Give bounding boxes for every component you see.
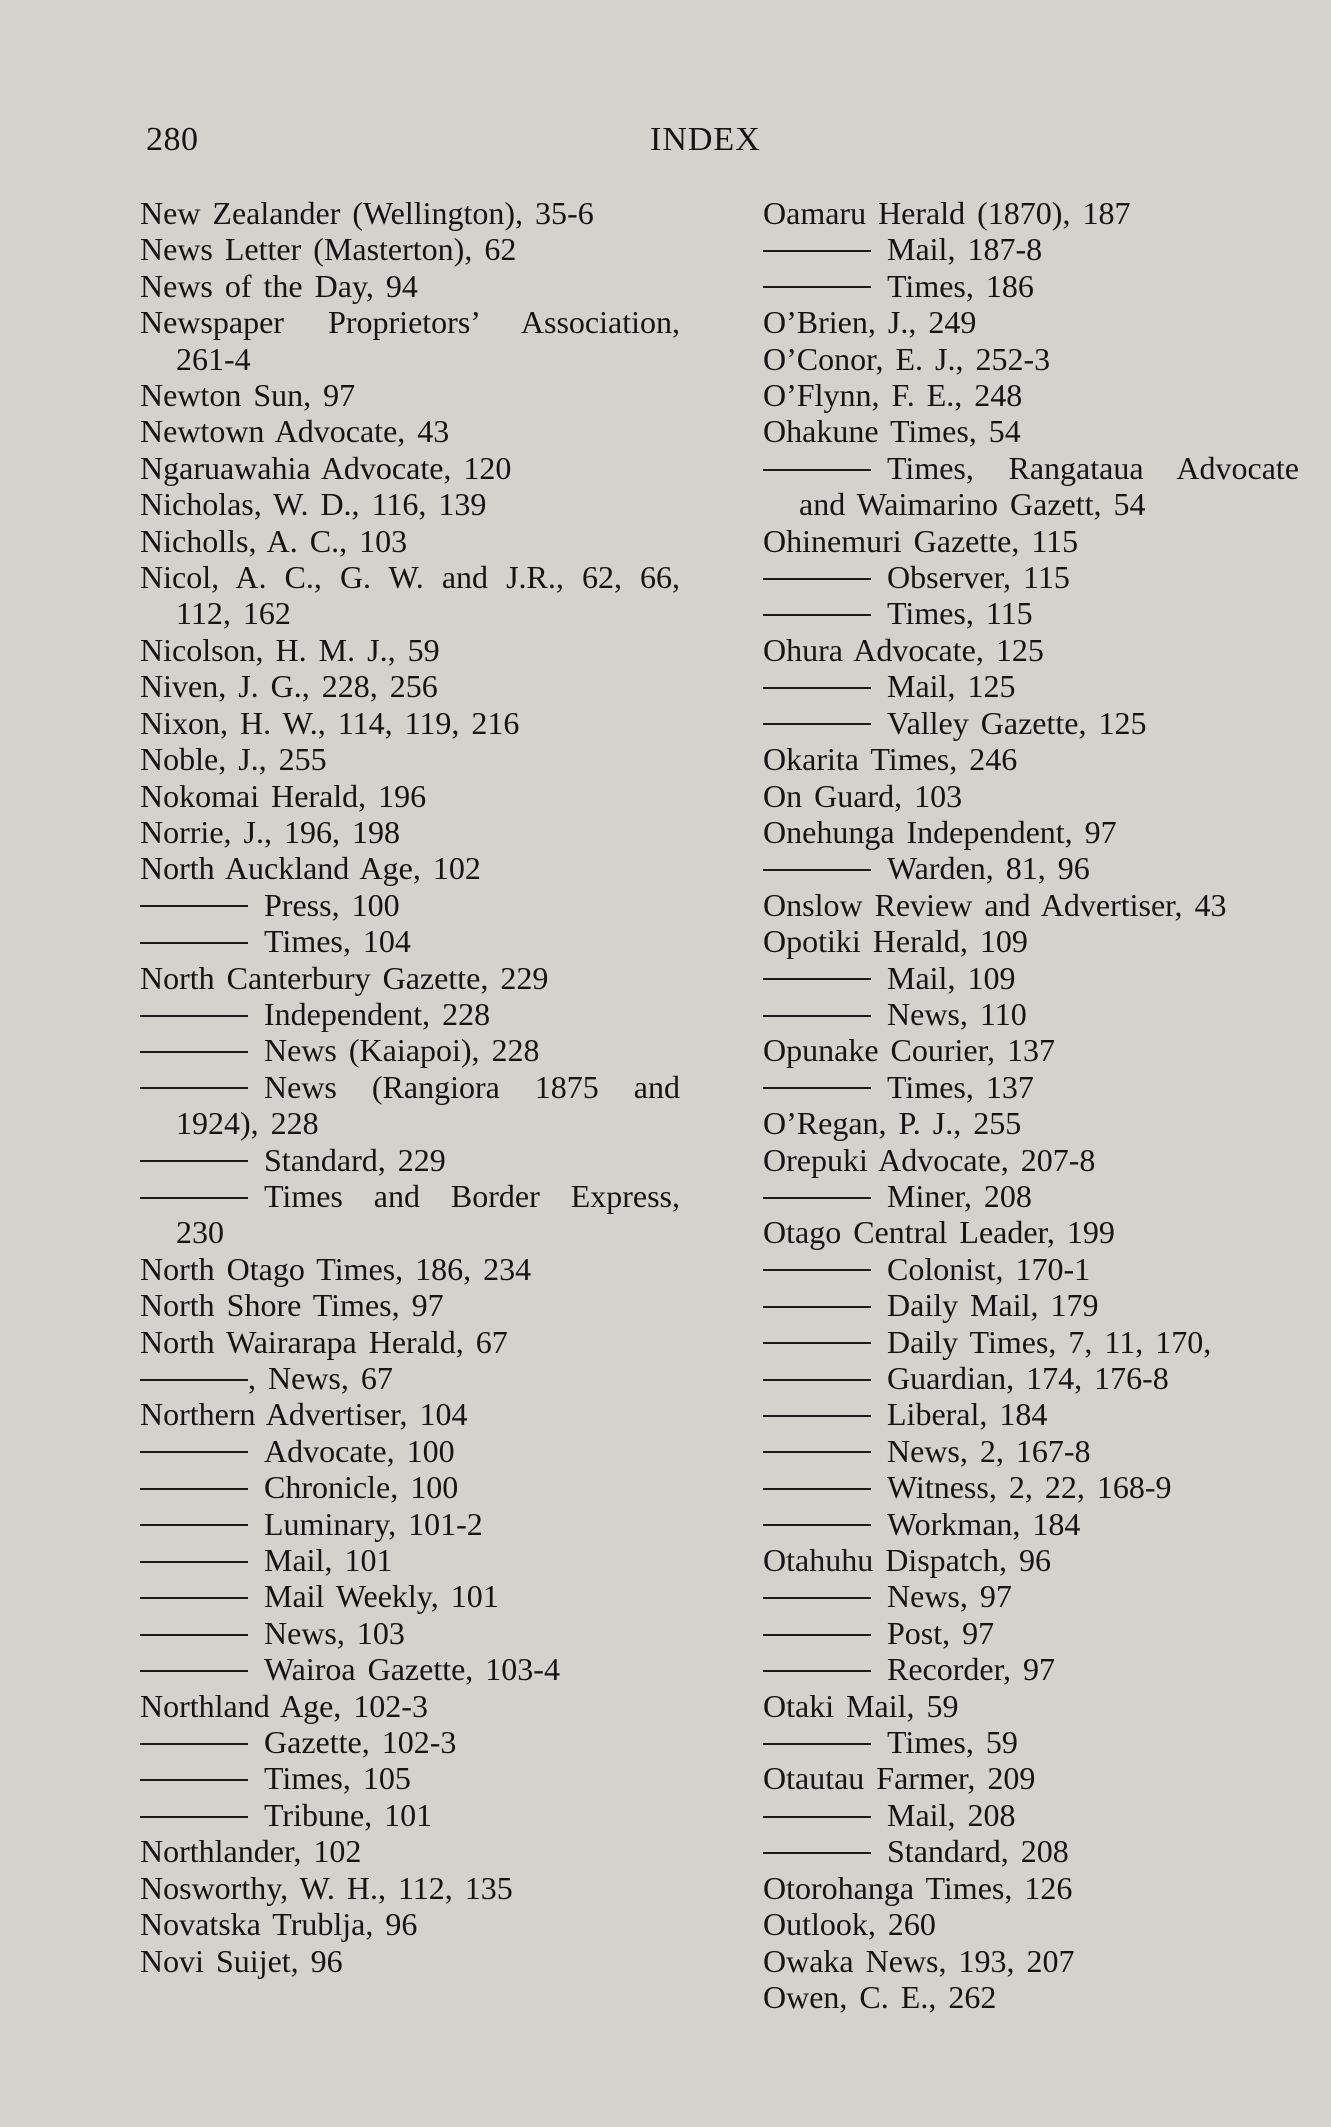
index-subentry [763,996,1299,1032]
ditto-dash [763,1379,871,1381]
ditto-dash [763,1816,871,1818]
index-entry [140,268,680,304]
index-subentry [140,887,680,923]
ditto-dash [140,1160,248,1162]
index-entry-text: Northlander, 102 [140,1833,362,1870]
index-entry [763,1142,1299,1178]
index-entry-text: Mail, 208 [887,1796,1016,1833]
index-entry-text: Guardian, 174, 176-8 [887,1360,1169,1396]
ditto-dash [763,1306,871,1308]
ditto-dash [140,1816,248,1818]
index-entry [763,195,1299,231]
index-entry-text: Wairoa Gazette, 103-4 [264,1651,560,1688]
index-subentry [763,1396,1299,1432]
index-subentry [763,1287,1299,1323]
index-entry-text: Otautau Farmer, 209 [763,1760,1036,1797]
ditto-dash [763,1269,871,1271]
index-entry-text: Liberal, 184 [887,1396,1048,1433]
index-entry-text: Ohakune Times, 54 [763,413,1021,450]
ditto-dash [763,1342,871,1344]
ditto-dash [140,1488,248,1490]
index-entry-text: Nicol, A. C., G. W. and J.R., 62, 66, 112, 162 [140,559,680,632]
index-entry [763,1688,1299,1724]
index-entry [763,741,1299,777]
index-entry [140,632,680,668]
index-entry-text: Nosworthy, W. H., 112, 135 [140,1869,513,1906]
index-entry-text: , News, 67 [248,1360,393,1396]
ditto-dash [140,1524,248,1526]
index-entry-text: Chronicle, 100 [264,1469,459,1506]
index-entry [763,1760,1299,1796]
index-entry-text: Novi Suijet, 96 [140,1942,343,1979]
index-entry-text: Tribune, 101 [264,1796,433,1833]
running-head: INDEX [650,121,761,158]
index-entry-text: Times, 59 [887,1724,1018,1761]
ditto-dash [763,1670,871,1672]
index-entry-text: O’Regan, P. J., 255 [763,1105,1022,1142]
index-entry [140,231,680,267]
index-subentry [763,668,1299,704]
index-entry [763,1542,1299,1578]
index-entry [140,1324,680,1360]
index-subentry [140,1542,680,1578]
index-entry [763,341,1299,377]
ditto-dash [763,250,871,252]
index-entry [763,923,1299,959]
ditto-dash [140,1561,248,1563]
index-subentry [763,1578,1299,1614]
page-number: 280 [146,121,199,158]
index-entry-text: Northern Advertiser, 104 [140,1396,468,1433]
index-column-right [763,195,1299,2015]
index-entry-text: Otago Central Leader, 199 [763,1214,1115,1251]
index-entry-text: News (Kaiapoi), 228 [264,1032,540,1069]
index-entry-text: Miner, 208 [887,1177,1032,1214]
index-entry [140,377,680,413]
index-entry-text: Mail, 125 [887,668,1016,705]
index-entry [140,559,680,632]
index-entry-text: Noble, J., 255 [140,741,327,778]
index-entry-text: Warden, 81, 96 [887,850,1090,887]
index-entry-text: Nicholls, A. C., 103 [140,522,408,559]
index-subentry [763,559,1299,595]
index-subentry [140,1360,680,1396]
index-entry-text: North Auckland Age, 102 [140,850,481,887]
index-entry [763,632,1299,668]
ditto-dash [763,1451,871,1453]
index-entry-text: Advocate, 100 [264,1432,455,1469]
index-entry-text: Onehunga Independent, 97 [763,813,1117,850]
index-subentry [763,705,1299,741]
index-entry [763,523,1299,559]
index-subentry [140,1797,680,1833]
index-entry-text: Witness, 2, 22, 168-9 [887,1469,1172,1506]
index-entry-text: Valley Gazette, 125 [887,704,1147,741]
index-column-left [140,195,680,1979]
index-entry [763,377,1299,413]
index-entry [140,450,680,486]
index-entry [140,304,680,377]
index-subentry [140,1615,680,1651]
index-entry-text: Owaka News, 193, 207 [763,1942,1075,1979]
index-entry-text: Okarita Times, 246 [763,741,1018,778]
index-entry-text: Nicolson, H. M. J., 59 [140,631,440,668]
ditto-dash [140,1634,248,1636]
index-entry-text: Nixon, H. W., 114, 119, 216 [140,704,520,741]
index-entry [763,814,1299,850]
index-entry [763,1943,1299,1979]
ditto-dash [763,614,871,616]
index-entry [763,304,1299,340]
ditto-dash [763,469,871,471]
index-entry-text: Niven, J. G., 228, 256 [140,668,438,705]
index-entry-text: Otaki Mail, 59 [763,1687,959,1724]
index-entry-text: North Shore Times, 97 [140,1287,444,1324]
index-subentry [140,923,680,959]
index-entry [763,887,1299,923]
index-entry-text: Mail, 187-8 [887,231,1043,268]
index-subentry [140,1433,680,1469]
ditto-dash [763,723,871,725]
index-entry-text: Northland Age, 102-3 [140,1687,428,1724]
index-entry [140,814,680,850]
index-entry-text: Daily Times, 7, 11, 170, [887,1323,1212,1360]
index-subentry [140,1578,680,1614]
index-entry-text: Orepuki Advocate, 207-8 [763,1141,1096,1178]
ditto-dash [763,1597,871,1599]
ditto-dash [763,1524,871,1526]
index-subentry [763,268,1299,304]
index-entry [140,1943,680,1979]
ditto-dash [763,1488,871,1490]
index-subentry [140,1469,680,1505]
ditto-dash [763,1197,871,1199]
index-entry-text: Oamaru Herald (1870), 187 [763,195,1131,231]
index-entry-text: Mail, 101 [264,1542,393,1579]
index-entry [763,1906,1299,1942]
index-entry-text: Opotiki Herald, 109 [763,923,1028,960]
index-subentry [140,996,680,1032]
index-entry-text: Ohura Advocate, 125 [763,631,1044,668]
ditto-dash [763,1743,871,1745]
index-entry-text: North Wairarapa Herald, 67 [140,1323,508,1360]
index-entry-text: Outlook, 260 [763,1906,936,1943]
ditto-dash [140,1379,248,1381]
index-entry-text: News Letter (Masterton), 62 [140,231,517,268]
index-subentry [763,1833,1299,1869]
index-entry-text: Times, 104 [264,923,411,960]
index-entry-text: Norrie, J., 196, 198 [140,813,400,850]
index-entry-text: Gazette, 102-3 [264,1724,457,1761]
index-entry [140,413,680,449]
index-entry-text: On Guard, 103 [763,777,963,814]
index-entry [763,1979,1299,2015]
index-subentry [763,1469,1299,1505]
index-entry-text: Recorder, 97 [887,1651,1055,1688]
index-entry-text: News of the Day, 94 [140,267,418,304]
ditto-dash [763,1015,871,1017]
index-entry-text: Workman, 184 [887,1505,1081,1542]
index-entry-text: Times, 115 [887,595,1033,632]
index-entry-text: Otahuhu Dispatch, 96 [763,1542,1051,1579]
index-entry [140,1906,680,1942]
index-entry-text: Times, 186 [887,267,1034,304]
ditto-dash [763,1415,871,1417]
index-entry-text: New Zealander (Wellington), 35-6 [140,195,594,231]
index-subentry [763,1615,1299,1651]
index-entry-text: Press, 100 [264,886,400,923]
ditto-dash [140,905,248,907]
index-entry-text: Observer, 115 [887,559,1070,596]
index-subentry [140,1651,680,1687]
ditto-dash [763,687,871,689]
index-subentry [140,1178,680,1251]
ditto-dash [140,1743,248,1745]
ditto-dash [140,1779,248,1781]
index-entry [140,523,680,559]
index-subentry [763,595,1299,631]
index-entry-text: Ohinemuri Gazette, 115 [763,522,1079,559]
index-subentry [763,1797,1299,1833]
ditto-dash [140,1197,248,1199]
index-subentry [763,1651,1299,1687]
ditto-dash [140,1015,248,1017]
ditto-dash [140,1597,248,1599]
index-entry [140,705,680,741]
index-entry-text: North Canterbury Gazette, 229 [140,959,549,996]
index-entry-text: Owen, C. E., 262 [763,1978,997,2015]
index-entry-text: Times and Border Express, 230 [176,1177,680,1251]
index-subentry [140,1724,680,1760]
index-entry-text: Nokomai Herald, 196 [140,777,427,814]
index-entry [763,1105,1299,1141]
index-entry-text: Opunake Courier, 137 [763,1032,1055,1069]
index-entry [140,668,680,704]
index-subentry [763,1724,1299,1760]
index-entry-text: Novatska Trublja, 96 [140,1906,418,1943]
index-subentry [763,450,1299,523]
index-entry [763,1032,1299,1068]
index-subentry [763,231,1299,267]
ditto-dash [763,1852,871,1854]
ditto-dash [140,942,248,944]
index-subentry [763,1433,1299,1469]
index-entry [763,1214,1299,1250]
index-entry-text: Newtown Advocate, 43 [140,413,450,450]
index-subentry [140,1506,680,1542]
index-entry-text: Onslow Review and Advertiser, 43 [763,886,1227,923]
index-entry-text: Times, 137 [887,1068,1034,1105]
ditto-dash [763,578,871,580]
index-entry [140,1287,680,1323]
index-entry-text: Colonist, 170-1 [887,1250,1091,1287]
index-entry-text: North Otago Times, 186, 234 [140,1250,532,1287]
index-subentry [763,1360,1299,1396]
index-subentry [763,1178,1299,1214]
index-entry [140,1833,680,1869]
index-entry-text: Times, 105 [264,1760,411,1797]
index-entry-text: Newspaper Proprietors’ Association, 261-4 [140,304,680,377]
index-entry-text: Standard, 229 [264,1141,446,1178]
index-entry [140,960,680,996]
index-entry-text: News, 110 [887,995,1027,1032]
index-subentry [763,960,1299,996]
index-entry-text: O’Flynn, F. E., 248 [763,377,1023,414]
index-entry-text: Newton Sun, 97 [140,377,356,414]
index-entry [140,1396,680,1432]
index-subentry [140,1069,680,1142]
index-subentry [763,1506,1299,1542]
index-entry [140,1251,680,1287]
index-entry-text: O’Conor, E. J., 252-3 [763,340,1051,377]
index-subentry [140,1032,680,1068]
index-subentry [763,1251,1299,1287]
index-entry [140,1688,680,1724]
ditto-dash [763,1087,871,1089]
ditto-dash [140,1087,248,1089]
ditto-dash [763,286,871,288]
index-entry-text: Mail Weekly, 101 [264,1578,499,1615]
index-subentry [763,850,1299,886]
index-entry [763,1870,1299,1906]
index-entry [763,778,1299,814]
index-entry-text: Otorohanga Times, 126 [763,1869,1073,1906]
index-entry-text: News, 2, 167-8 [887,1432,1091,1469]
index-entry [140,195,680,231]
index-entry [763,413,1299,449]
index-entry-text: Post, 97 [887,1614,995,1651]
ditto-dash [763,978,871,980]
index-entry [140,1870,680,1906]
index-entry-text: Daily Mail, 179 [887,1287,1099,1324]
index-entry-text: Ngaruawahia Advocate, 120 [140,449,512,486]
index-entry-text: Luminary, 101-2 [264,1505,483,1542]
index-subentry [140,1760,680,1796]
ditto-dash [763,1634,871,1636]
index-entry-text: Independent, 228 [264,995,491,1032]
index-entry [140,741,680,777]
index-entry-text: News, 103 [264,1614,405,1651]
index-entry-text: News, 97 [887,1578,1012,1615]
index-entry-text: Standard, 208 [887,1833,1069,1870]
ditto-dash [763,869,871,871]
index-entry [140,778,680,814]
index-entry [140,486,680,522]
index-entry-text: Nicholas, W. D., 116, 139 [140,486,487,523]
index-subentry [763,1069,1299,1105]
ditto-dash [140,1051,248,1053]
ditto-dash [140,1670,248,1672]
index-subentry [763,1324,1299,1360]
index-subentry [140,1142,680,1178]
ditto-dash [140,1451,248,1453]
index-entry-text: Times, Rangataua Advocate and Waimarino Gazett, 54 [799,449,1299,523]
index-entry-text: Mail, 109 [887,959,1016,996]
index-entry [140,850,680,886]
index-entry-text: O’Brien, J., 249 [763,304,977,341]
index-entry-text: News (Rangiora 1875 and 1924), 228 [176,1068,680,1142]
